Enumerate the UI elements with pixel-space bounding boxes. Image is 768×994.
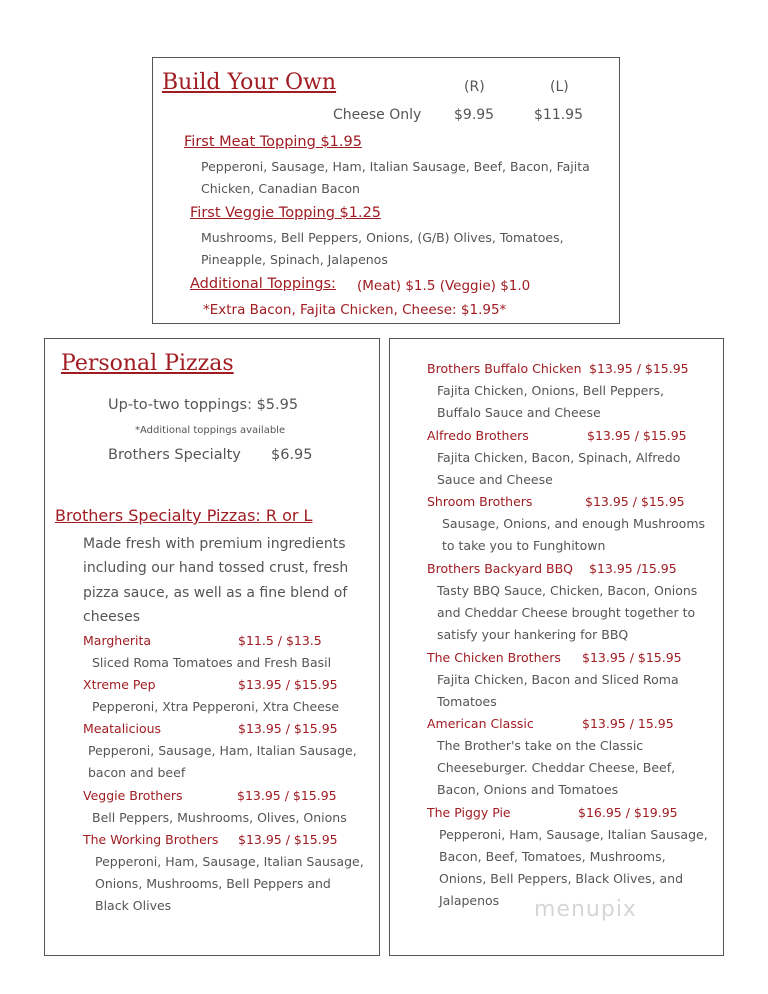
first-veggie-heading: First Veggie Topping $1.25 xyxy=(190,205,382,221)
menu-item-name: Xtreme Pep xyxy=(83,677,156,692)
menu-item-name: Brothers Backyard BBQ xyxy=(427,561,574,576)
extra-toppings-note: *Extra Bacon, Fajita Chicken, Cheese: $1.95* xyxy=(203,302,507,318)
menu-item-price: $13.95 / $15.95 xyxy=(238,677,338,692)
menu-item-price: $13.95 / $15.95 xyxy=(589,361,689,376)
specialty-intro-line-2: including our hand tossed crust, fresh xyxy=(83,560,349,576)
menu-item-description: and Cheddar Cheese brought together to xyxy=(437,605,696,620)
menu-item-name: Brothers Buffalo Chicken xyxy=(427,361,582,376)
cheese-only-label: Cheese Only xyxy=(333,107,422,123)
menu-item-description: Black Olives xyxy=(95,898,172,913)
menu-item-name: Meatalicious xyxy=(83,721,162,736)
menu-item-price: $13.95 /15.95 xyxy=(589,561,677,576)
menu-item-description: to take you to Funghitown xyxy=(442,538,606,553)
menu-item-description: bacon and beef xyxy=(88,765,186,780)
up-to-two-toppings: Up-to-two toppings: $5.95 xyxy=(108,397,299,413)
specialty-pizzas-heading: Brothers Specialty Pizzas: R or L xyxy=(55,506,313,525)
cheese-only-price-r: $9.95 xyxy=(454,107,495,123)
menu-item-name: Margherita xyxy=(83,633,152,648)
menu-item-description: Cheeseburger. Cheddar Cheese, Beef, xyxy=(437,760,676,775)
menu-item-description: Tomatoes xyxy=(437,694,497,709)
menu-item-description: Bacon, Beef, Tomatoes, Mushrooms, xyxy=(439,849,666,864)
menu-item-price: $13.95 / $15.95 xyxy=(587,428,687,443)
menu-item-price: $13.95 / $15.95 xyxy=(585,494,685,509)
menu-item-description: Fajita Chicken, Bacon, Spinach, Alfredo xyxy=(437,450,681,465)
menu-item-name: American Classic xyxy=(427,716,534,731)
menu-item-description: Sausage, Onions, and enough Mushrooms xyxy=(442,516,706,531)
menu-item-name: The Working Brothers xyxy=(83,832,219,847)
additional-toppings-heading: Additional Toppings: xyxy=(190,276,336,292)
meat-options-line-2: Chicken, Canadian Bacon xyxy=(201,181,360,196)
menu-item-description: Bell Peppers, Mushrooms, Olives, Onions xyxy=(92,810,347,825)
menu-item-description: Pepperoni, Ham, Sausage, Italian Sausage, xyxy=(439,827,708,842)
cheese-only-price-l: $11.95 xyxy=(534,107,583,123)
brothers-specialty-label: Brothers Specialty xyxy=(108,447,241,463)
menu-item-price: $13.95 / $15.95 xyxy=(238,832,338,847)
menu-item-description: Buffalo Sauce and Cheese xyxy=(437,405,601,420)
menu-item-description: Pepperoni, Sausage, Ham, Italian Sausage, xyxy=(88,743,357,758)
menu-item-description: Pepperoni, Ham, Sausage, Italian Sausage, xyxy=(95,854,364,869)
menu-item-description: Sauce and Cheese xyxy=(437,472,553,487)
meat-options-line-1: Pepperoni, Sausage, Ham, Italian Sausage, Beef, Bacon, Fajita xyxy=(201,159,590,174)
menu-item-price: $13.95 / $15.95 xyxy=(237,788,337,803)
build-your-own-title: Build Your Own xyxy=(162,70,337,95)
menupix-watermark: menupix xyxy=(534,897,637,922)
menu-item-description: Jalapenos xyxy=(439,893,500,908)
menu-item-name: Shroom Brothers xyxy=(427,494,533,509)
menu-item-description: The Brother's take on the Classic xyxy=(437,738,644,753)
additional-toppings-available: *Additional toppings available xyxy=(135,425,286,436)
menu-item-price: $16.95 / $19.95 xyxy=(578,805,678,820)
menu-item-description: Bacon, Onions and Tomatoes xyxy=(437,782,619,797)
menu-item-name: Alfredo Brothers xyxy=(427,428,529,443)
menu-item-description: Fajita Chicken, Bacon and Sliced Roma xyxy=(437,672,679,687)
regular-size-header: (R) xyxy=(464,79,485,95)
menu-item-price: $11.5 / $13.5 xyxy=(238,633,322,648)
menu-item-description: Onions, Bell Peppers, Black Olives, and xyxy=(439,871,684,886)
menu-item-price: $13.95 / $15.95 xyxy=(238,721,338,736)
menu-item-name: The Piggy Pie xyxy=(427,805,511,820)
menu-item-name: The Chicken Brothers xyxy=(427,650,561,665)
menu-item-description: Fajita Chicken, Onions, Bell Peppers, xyxy=(437,383,664,398)
first-meat-heading: First Meat Topping $1.95 xyxy=(184,134,362,150)
large-size-header: (L) xyxy=(550,79,569,95)
specialty-intro-line-3: pizza sauce, as well as a fine blend of xyxy=(83,585,348,601)
veggie-options-line-2: Pineapple, Spinach, Jalapenos xyxy=(201,252,388,267)
additional-toppings-prices: (Meat) $1.5 (Veggie) $1.0 xyxy=(357,278,531,294)
brothers-specialty-price: $6.95 xyxy=(271,447,313,463)
personal-pizzas-title: Personal Pizzas xyxy=(61,351,234,376)
menu-item-description: Pepperoni, Xtra Pepperoni, Xtra Cheese xyxy=(92,699,340,714)
menu-item-description: Onions, Mushrooms, Bell Peppers and xyxy=(95,876,331,891)
menu-item-description: Sliced Roma Tomatoes and Fresh Basil xyxy=(92,655,332,670)
specialty-intro-line-1: Made fresh with premium ingredients xyxy=(83,536,346,552)
specialty-intro-line-4: cheeses xyxy=(83,609,140,625)
menu-item-price: $13.95 / 15.95 xyxy=(582,716,674,731)
menu-item-description: Tasty BBQ Sauce, Chicken, Bacon, Onions xyxy=(437,583,698,598)
menu-item-description: satisfy your hankering for BBQ xyxy=(437,627,629,642)
menu-item-price: $13.95 / $15.95 xyxy=(582,650,682,665)
menu-item-name: Veggie Brothers xyxy=(83,788,183,803)
veggie-options-line-1: Mushrooms, Bell Peppers, Onions, (G/B) Olives, Tomatoes, xyxy=(201,230,564,245)
